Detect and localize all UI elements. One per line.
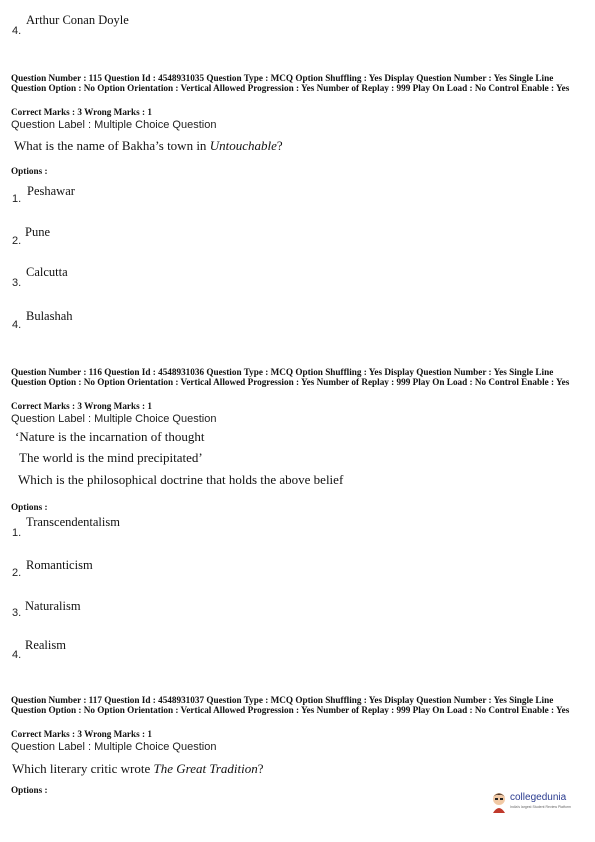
option-text: Peshawar <box>27 184 75 198</box>
question-marks: Correct Marks : 3 Wrong Marks : 1 <box>11 729 152 739</box>
option-number: 3. <box>12 277 22 289</box>
option-text: Bulashah <box>26 309 73 323</box>
question-text-line: ‘Nature is the incarnation of thought <box>15 429 205 444</box>
mascot-icon <box>490 791 508 813</box>
option-text: Realism <box>25 638 66 652</box>
question-text-italic: Untouchable <box>209 138 277 153</box>
question-label: Question Label : Multiple Choice Question <box>11 119 217 131</box>
options-label: Options : <box>11 166 48 176</box>
question-label: Question Label : Multiple Choice Question <box>11 741 217 753</box>
option-number: 3. <box>12 607 22 619</box>
option-number: 4. <box>12 25 22 37</box>
question-text <box>12 761 264 777</box>
question-marks: Correct Marks : 3 Wrong Marks : 1 <box>11 401 152 411</box>
question-text-part: Which literary critic wrote <box>12 761 154 776</box>
option-number: 4. <box>12 319 22 331</box>
question-text-line: Which is the philosophical doctrine that holds the above belief <box>18 472 344 487</box>
question-meta: Question Number : 116 Question Id : 4548931036 Question Type : MCQ Option Shuffling : Yes Display Question Number : Yes Single Line Question Option : No Option Orientation : Vertical Allowed Progression : Yes Number of Replay : 999 Play On Load : No Control Enable : Yes <box>11 367 570 388</box>
question-text-line: The world is the mind precipitated’ <box>19 450 203 465</box>
option-number: 4. <box>12 649 22 661</box>
question-text-part: ? <box>257 761 264 776</box>
option-text: Arthur Conan Doyle <box>26 13 129 27</box>
option-number: 2. <box>12 567 22 579</box>
question-text-part: What is the name of Bakha’s town in <box>14 138 210 153</box>
question-text <box>14 138 283 154</box>
collegedunia-logo <box>490 788 580 818</box>
question-label: Question Label : Multiple Choice Question <box>11 413 217 425</box>
question-marks: Correct Marks : 3 Wrong Marks : 1 <box>11 107 152 117</box>
option-text: Romanticism <box>26 558 93 572</box>
option-number: 2. <box>12 235 22 247</box>
logo-tagline: India's largest Student Review Platform <box>510 805 571 809</box>
option-number: 1. <box>12 193 22 205</box>
option-text: Calcutta <box>26 265 68 279</box>
question-meta: Question Number : 117 Question Id : 4548931037 Question Type : MCQ Option Shuffling : Yes Display Question Number : Yes Single Line Question Option : No Option Orientation : Vertical Allowed Progression : Yes Number of Replay : 999 Play On Load : No Control Enable : Yes <box>11 695 570 716</box>
option-text: Naturalism <box>25 599 81 613</box>
question-text-italic: The Great Tradition <box>153 761 258 776</box>
option-text: Transcendentalism <box>26 515 120 529</box>
options-label: Options : <box>11 502 48 512</box>
options-label: Options : <box>11 785 48 795</box>
logo-text: collegedunia <box>510 792 567 803</box>
question-meta: Question Number : 115 Question Id : 4548931035 Question Type : MCQ Option Shuffling : Yes Display Question Number : Yes Single Line Question Option : No Option Orientation : Vertical Allowed Progression : Yes Number of Replay : 999 Play On Load : No Control Enable : Yes <box>11 73 570 94</box>
option-number: 1. <box>12 527 22 539</box>
question-text-part: ? <box>276 138 283 153</box>
option-text: Pune <box>25 225 50 239</box>
